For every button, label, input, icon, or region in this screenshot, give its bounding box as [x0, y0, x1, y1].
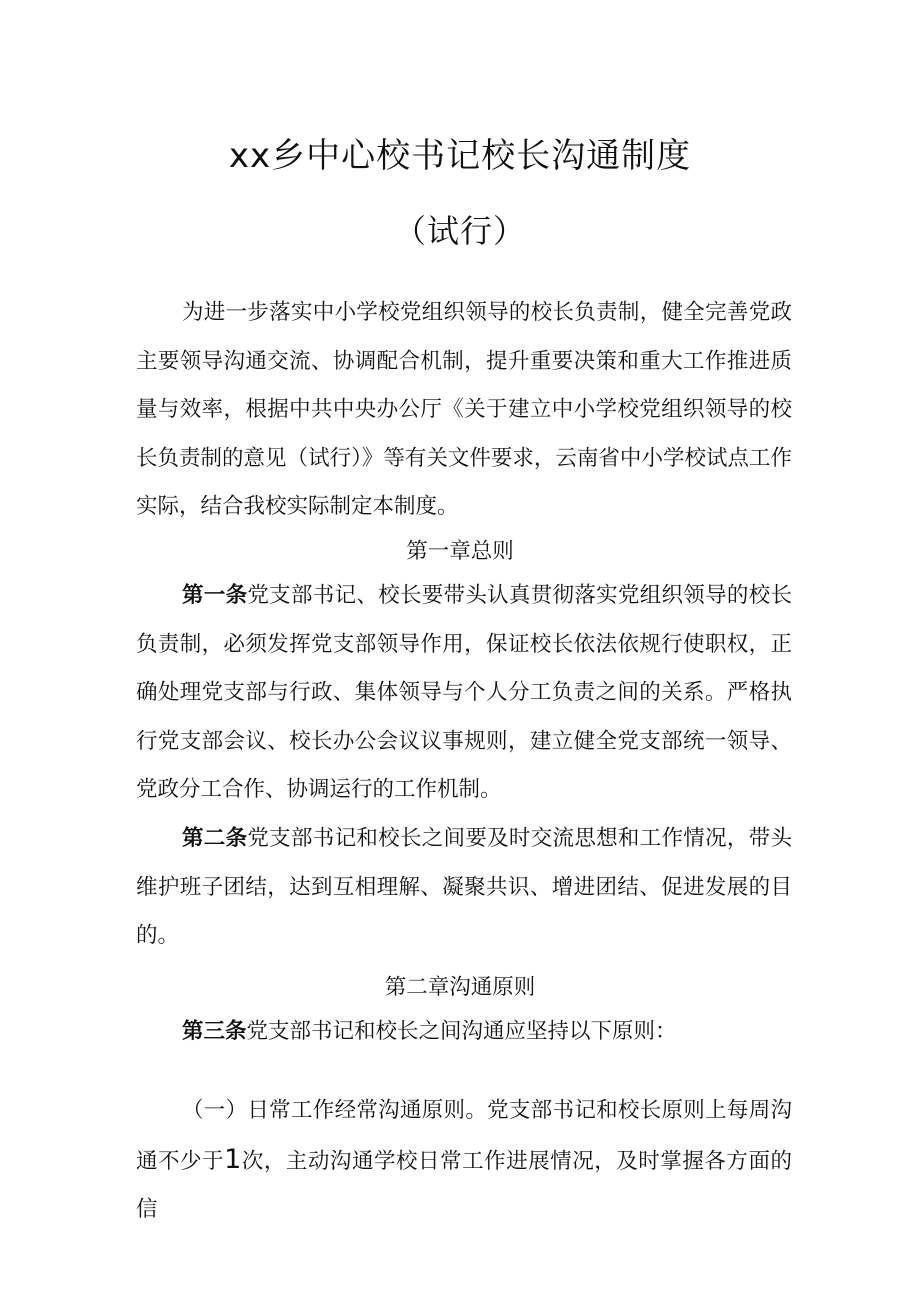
- article-3: [136, 1008, 792, 1057]
- principle-1: [136, 1087, 792, 1235]
- document-subtitle: （试行）: [393, 212, 526, 250]
- article-1-text: 党支部书记、校长要带头认真贯彻落实党组织领导的校长负责制，必须发挥党支部领导作用，保证校长依法依规行使职权，正确处理党支部与行政、集体领导与个人分工负责之间的关系。严格执行党支部会议、校长办公会议议事规则，建立健全党支部统一领导、党政分工合作、协调运行的工作机制。: [136, 583, 792, 803]
- article-3-label: 第三条: [182, 1019, 247, 1044]
- article-2-text: 党支部书记和校长之间要及时交流思想和工作情况，带头维护班子团结，达到互相理解、凝聚共识、增进团结、促进发展的目的。: [136, 826, 792, 949]
- article-2: [136, 815, 792, 961]
- article-3-text: 党支部书记和校长之间沟通应坚持以下原则：: [246, 1019, 677, 1044]
- document-title: xx乡中心校书记校长沟通制度: [228, 136, 692, 176]
- chapter-1-heading: 第一章总则: [406, 539, 514, 564]
- principle-1-number: 1: [224, 1143, 242, 1175]
- principle-1-after: 次，主动沟通学校日常工作进展情况，及时掌握各方面的信: [136, 1148, 792, 1223]
- article-1-label: 第一条: [182, 583, 248, 608]
- article-2-label: 第二条: [182, 826, 248, 851]
- chapter-2-heading: 第二章沟通原则: [384, 975, 536, 1000]
- principle-1-before: （一）日常工作经常沟通原则。党支部书记和校长原则上每周沟通不少于: [136, 1098, 792, 1174]
- article-1: [136, 572, 792, 815]
- intro-paragraph: 为进一步落实中小学校党组织领导的校长负责制，健全完善党政主要领导沟通交流、协调配合机制，提升重要决策和重大工作推进质量与效率，根据中共中央办公厅《关于建立中小学校党组织领导的校长负责制的意见（试行）》等有关文件要求，云南省中小学校试点工作实际，结合我校实际制定本制度。: [136, 300, 792, 520]
